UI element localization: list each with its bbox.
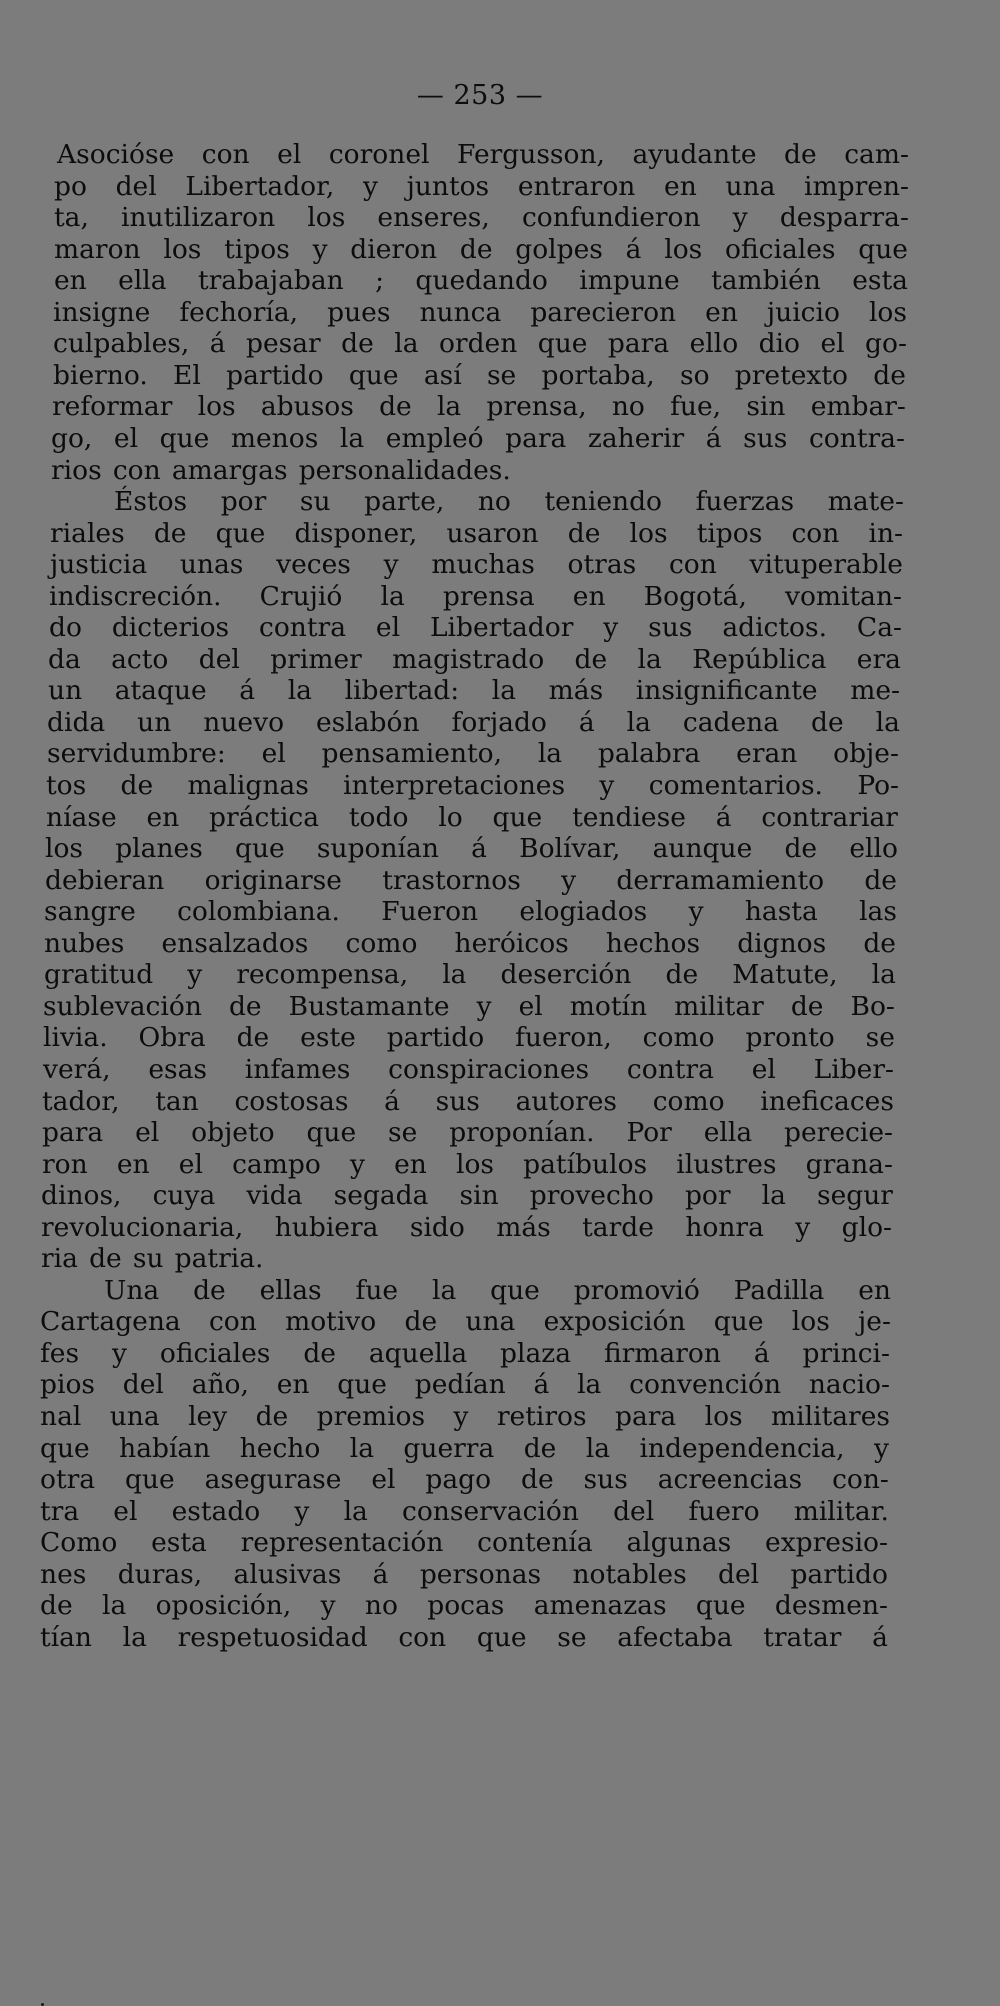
- text-line: Una de ellas fue la que promovió Padilla en: [104, 1275, 891, 1306]
- text-line: maron los tipos y dieron de golpes á los oficiales que: [54, 234, 908, 265]
- text-line: ria de su patria.: [41, 1243, 264, 1274]
- text-line: justicia unas veces y muchas otras con vituperable: [50, 549, 903, 580]
- text-line: revolucionaria, hubiera sido más tarde honra y glo-: [41, 1212, 892, 1243]
- text-line: dida un nuevo eslabón forjado á la cadena de la: [47, 707, 900, 738]
- text-line: Como esta representación contenía algunas expresio-: [40, 1527, 888, 1558]
- text-line: reformar los abusos de la prensa, no fue, sin embar-: [52, 391, 906, 422]
- text-line: en ella trabajaban ; quedando impune también esta: [54, 265, 908, 296]
- text-line: para el objeto que se proponían. Por ella perecie-: [42, 1117, 893, 1148]
- text-line: verá, esas infames conspiraciones contra el Liber-: [43, 1054, 894, 1085]
- text-line: tos de malignas interpretaciones y comentarios. Po-: [46, 770, 899, 801]
- text-line: po del Libertador, y juntos entraron en una impren-: [54, 171, 909, 202]
- text-line: Asocióse con el coronel Fergusson, ayudante de cam-: [57, 139, 909, 170]
- text-line: ron en el campo y en los patíbulos ilustres grana-: [42, 1149, 893, 1180]
- text-line: sangre colombiana. Fueron elogiados y hasta las: [44, 896, 897, 927]
- text-line: go, el que menos la empleó para zaherir á sus contra-: [51, 423, 905, 454]
- text-line: dinos, cuya vida segada sin provecho por la segur: [41, 1180, 893, 1211]
- text-line: Cartagena con motivo de una exposición que los je-: [40, 1306, 891, 1337]
- text-line: do dicterios contra el Libertador y sus adictos. Ca-: [49, 612, 902, 643]
- text-line: sublevación de Bustamante y el motín militar de Bo-: [43, 991, 895, 1022]
- text-line: tador, tan costosas á sus autores como ineficaces: [42, 1086, 894, 1117]
- text-line: culpables, á pesar de la orden que para ello dio el go-: [53, 328, 907, 359]
- text-line: de la oposición, y no pocas amenazas que desmen-: [40, 1590, 888, 1621]
- text-line: riales de que disponer, usaron de los tipos con in-: [50, 518, 903, 549]
- text-line: nes duras, alusivas á personas notables del partido: [40, 1559, 888, 1590]
- text-line: tían la respetuosidad con que se afectaba tratar á: [40, 1622, 888, 1653]
- text-line: fes y oficiales de aquella plaza firmaron á princi-: [40, 1338, 890, 1369]
- text-line: da acto del primer magistrado de la República era: [48, 644, 901, 675]
- text-line: los planes que suponían á Bolívar, aunque de ello: [45, 833, 898, 864]
- text-line: indiscreción. Crujió la prensa en Bogotá, vomitan-: [49, 581, 902, 612]
- text-line: que habían hecho la guerra de la independencia, y: [40, 1433, 889, 1464]
- text-line: pios del año, en que pedían á la convención nacio-: [40, 1369, 890, 1400]
- text-line: tra el estado y la conservación del fuero militar.: [40, 1496, 889, 1527]
- text-line: servidumbre: el pensamiento, la palabra eran obje-: [47, 738, 899, 769]
- text-line: debieran originarse trastornos y derramamiento de: [45, 865, 897, 896]
- text-line: níase en práctica todo lo que tendiese á contrariar: [46, 802, 898, 833]
- text-line: gratitud y recompensa, la deserción de Matute, la: [44, 959, 896, 990]
- text-line: nubes ensalzados como heróicos hechos dignos de: [44, 928, 896, 959]
- text-line: un ataque á la libertad: la más insignificante me-: [48, 675, 900, 706]
- text-line: bierno. El partido que así se portaba, so pretexto de: [53, 360, 906, 391]
- text-line: insigne fechoría, pues nunca parecieron en juicio los: [53, 297, 907, 328]
- text-line: ta, inutilizaron los enseres, confundieron y desparra-: [54, 202, 909, 233]
- text-line: livia. Obra de este partido fueron, como pronto se: [43, 1022, 895, 1053]
- text-line: otra que asegurase el pago de sus acreencias con-: [40, 1464, 889, 1495]
- text-line: nal una ley de premios y retiros para los militares: [40, 1401, 890, 1432]
- text-line: Éstos por su parte, no teniendo fuerzas mate-: [114, 486, 904, 517]
- page-number: — 253 —: [416, 80, 544, 111]
- text-line: rios con amargas personalidades.: [51, 455, 511, 486]
